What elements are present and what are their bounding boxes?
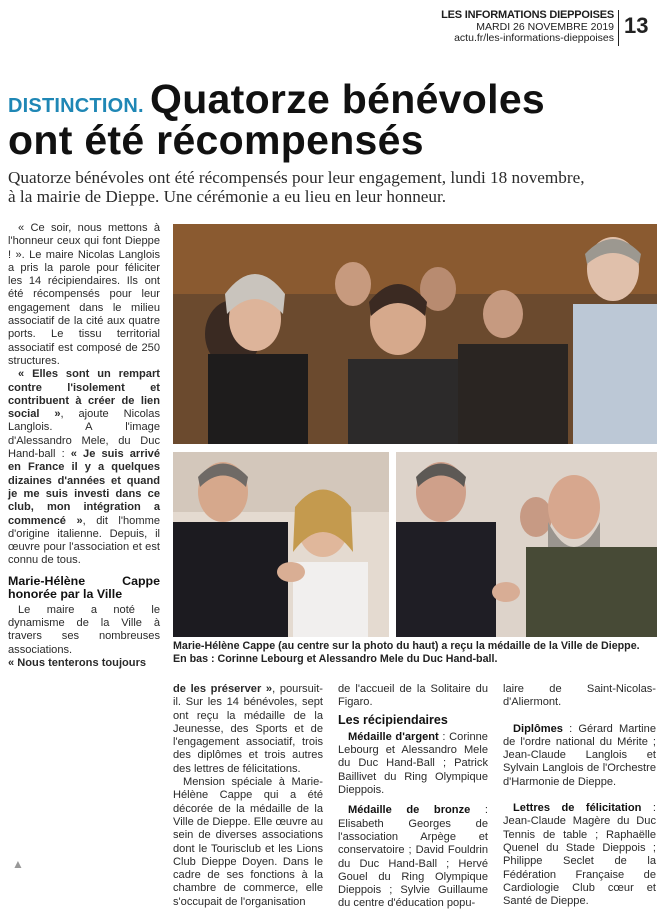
headline-line-2: ont été récompensés bbox=[8, 117, 424, 163]
quote-text: « Je suis arrivé en France il y a quelques dizaines d'années et quand je me suis investi dans ce club, mon intégration a commencé » bbox=[8, 448, 160, 527]
publication-url: actu.fr/les-informations-dieppoises bbox=[454, 32, 614, 44]
body-paragraph bbox=[503, 802, 656, 908]
body-paragraph: laire de Saint-Nicolas-d'Aliermont. bbox=[503, 683, 656, 709]
body-text: : Corinne Lebourg et Alessandro Mele du Duc Hand-Ball ; Patrick Baillivet du Ring Olympique Dieppois. bbox=[338, 730, 488, 797]
body-text: , ajoute Nicolas Langlois. A l'image d'Alessandro Mele, du Duc Hand-ball : bbox=[8, 408, 160, 461]
caption-line-1: Marie-Hélène Cappe (au centre sur la photo du haut) a reçu la médaille de la Ville de Dieppe. bbox=[173, 640, 640, 652]
body-paragraph: de l'accueil de la Solitaire du Figaro. bbox=[338, 683, 488, 709]
quote-text: de les préserver » bbox=[173, 683, 273, 695]
lede-line-1: Quatorze bénévoles ont été récompensés pour leur engagement, lundi 18 novembre, bbox=[8, 168, 585, 187]
body-paragraph bbox=[8, 222, 160, 368]
caption-line-2: En bas : Corinne Lebourg et Alessandro Mele du Duc Hand-ball. bbox=[173, 653, 498, 665]
lede-line-2: à la mairie de Dieppe. Une cérémonie a eu lieu en leur honneur. bbox=[8, 187, 447, 206]
photo-caption bbox=[173, 640, 657, 666]
quote-text: « Ce soir, nous mettons à l'honneur ceux qui font Dieppe ! ». bbox=[8, 222, 160, 261]
article-kicker: DISTINCTION. bbox=[8, 95, 144, 117]
article-column-1 bbox=[8, 222, 160, 670]
recipients-heading: Les récipiendaires bbox=[338, 712, 448, 727]
header-divider bbox=[618, 10, 619, 46]
body-text: : Jean-Claude Magère du Duc Tennis de table ; Raphaëlle Quenel du Stade Dieppois ; Philippe Seclet de la Fédération Française de Cardiologie Club cœur et Santé de Dieppe. bbox=[503, 802, 657, 908]
photo-top-illustration bbox=[173, 224, 657, 444]
photo-bottom-left-illustration bbox=[173, 452, 389, 637]
body-paragraph bbox=[503, 723, 656, 789]
section-subhead: Marie-Hélène Cappe honorée par la Ville bbox=[8, 573, 160, 602]
body-text: : Gérard Martine de l'ordre national du Mérite ; Jean-Claude Langlois et Sylvain Langlois de l'Orchestre d'Harmonie de Dieppe. bbox=[503, 722, 656, 788]
publication-date: MARDI 26 NOVEMBRE 2019 bbox=[476, 20, 614, 33]
publication-info bbox=[441, 10, 614, 45]
publication-name: LES INFORMATIONS DIEPPOISES bbox=[441, 9, 614, 21]
article-column-4 bbox=[503, 683, 656, 908]
photo-bottom-left bbox=[173, 452, 389, 637]
headline-line-1: Quatorze bénévoles bbox=[150, 76, 546, 122]
body-text: Le maire Nicolas Langlois a pris la parole pour féliciter les 14 récipiendaires. Ils ont été récompensés pour leur engagement dans le milieu associatif de la cité aux quatre ports. Le tissu territorial associatif est composé de 250 structures. bbox=[8, 248, 161, 367]
body-paragraph: Le maire a noté le dynamisme de la Ville à travers ses nombreuses associations. bbox=[8, 603, 160, 656]
body-text: , poursuit-il. Sur les 14 bénévoles, sept ont reçu la médaille de la Jeunesse, des Sports et de l'engagement associatif, trois des diplômes et trois autres des lettres de félicitations. bbox=[173, 683, 323, 775]
photo-bottom-right bbox=[396, 452, 657, 637]
article-column-3 bbox=[338, 683, 488, 911]
body-paragraph bbox=[338, 804, 488, 910]
photo-bottom-right-illustration bbox=[396, 452, 657, 637]
article-column-2 bbox=[173, 683, 323, 909]
body-paragraph bbox=[8, 368, 160, 567]
body-paragraph bbox=[8, 657, 160, 670]
body-paragraph: Mension spéciale à Marie-Hélène Cappe qui a été décorée de la médaille de la Ville de Dieppe. Elle œuvre au sein de diverses associations dont le Tourisclub et les Lions Club Dieppe Doyen. Dans le cadre de ses fonctions à la chambre de commerce, elle s'occupait de l'organisation bbox=[173, 776, 323, 908]
photo-top-group bbox=[173, 224, 657, 444]
quote-text: « Elles sont un rempart contre l'isolement et contribuent à créer de lien social » bbox=[8, 368, 160, 421]
page-number: 13 bbox=[624, 13, 649, 38]
page-header bbox=[0, 6, 666, 46]
award-label: Lettres de félicitation bbox=[513, 802, 642, 815]
article-lede bbox=[8, 168, 658, 206]
triangle-icon: ▲ bbox=[12, 857, 24, 871]
award-label: Médaille de bronze bbox=[348, 804, 471, 817]
body-paragraph bbox=[338, 731, 488, 797]
body-paragraph bbox=[173, 683, 323, 776]
award-label: Médaille d'argent bbox=[348, 730, 439, 743]
quote-text: « Nous tenterons toujours bbox=[8, 656, 147, 669]
body-text: , dit l'homme d'origine italienne. Depuis, il œuvre pour l'association et est connu de tous. bbox=[8, 514, 160, 567]
body-text: : Elisabeth Georges de l'association Arpège et conservatoire ; David Fouldrin du Duc Hand-Ball ; Hervé Gouel du Ring Olympique Dieppois ; Sylvie Guillaume du centre d'éducation popu- bbox=[338, 804, 489, 910]
award-label: Diplômes bbox=[513, 722, 563, 735]
